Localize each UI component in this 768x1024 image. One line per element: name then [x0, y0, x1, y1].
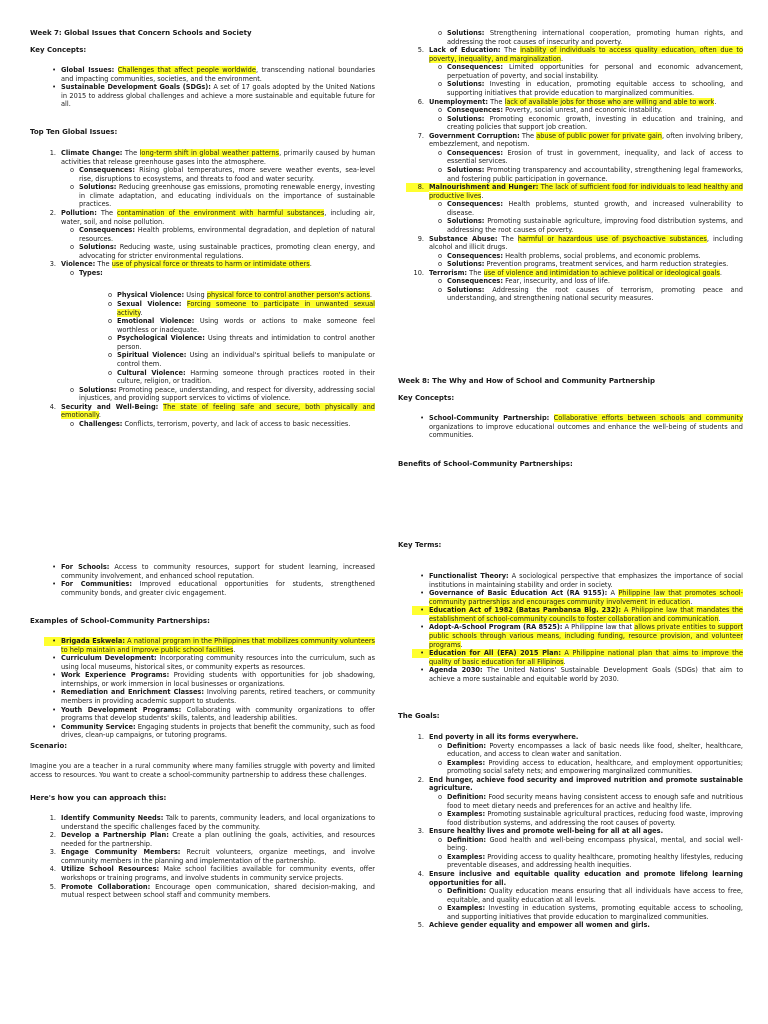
- issue-item: [398, 29, 743, 46]
- issue-item: 4. Security and Well-Being: The state of feeling safe and secure, both physically and emotionally. o Challenges: Conflicts, terrorism, poverty, and lack of access to basic necessities.: [30, 403, 375, 429]
- goal-item: 2. End hunger, achieve food security and improved nutrition and promote sustainable agriculture. o Definition: Food security means having consistent access to enough safe and nutritious food to meet dietary needs and preferences for an active and healthy life. o Examples: Promoting sustainable agricultural practices, reducing food waste, improving food distribution systems, and addressing the root causes of poverty.: [398, 776, 743, 827]
- key-term-item: • Agenda 2030: The United Nations' Sustainable Development Goals (SDGs) that aim to achieve a more sustainable and equitable world by 2030.: [398, 666, 743, 683]
- step-item: 4. Utilize School Resources: Make school facilities available for community events, offer workshops or training programs, and involve students in community service projects.: [49, 865, 375, 882]
- bullet-icon: •: [52, 722, 56, 731]
- sub-item: o Solutions: Promoting sustainable agriculture, improving food distribution systems, and addressing the root causes of poverty.: [398, 217, 743, 234]
- key-term-item: • Education Act of 1982 (Batas Pambansa Blg. 232): A Philippine law that mandates the establishment of school-community councils to foster collaboration and communication.: [398, 606, 743, 623]
- circle-bullet-icon: o: [437, 251, 442, 260]
- circle-bullet-icon: o: [69, 268, 74, 277]
- circle-bullet-icon: o: [437, 904, 442, 913]
- concept-item: • Global Issues: Challenges that affect people worldwide, transcending national boundaries and impacting communities, societies, and the environment.: [30, 66, 375, 83]
- sub-item: o Solutions: Reducing greenhouse gas emissions, promoting renewable energy, investing in climate adaptation, and educating individuals on the importance of sustainable practices.: [30, 183, 375, 209]
- violence-type-item: o Spiritual Violence: Using an individual's spiritual beliefs to manipulate or control them.: [30, 351, 375, 368]
- bullet-icon: •: [420, 414, 424, 422]
- key-term-item: • Functionalist Theory: A sociological perspective that emphasizes the importance of social institutions in maintaining stability and order in society.: [398, 572, 743, 589]
- bullet-icon: •: [52, 83, 56, 92]
- key-term-item: • Governance of Basic Education Act (RA 9155): A Philippine law that promotes school-community partnerships and encourages community involvement in education.: [398, 589, 743, 606]
- circle-bullet-icon: o: [437, 200, 442, 209]
- bullet-icon: •: [52, 580, 56, 589]
- circle-bullet-icon: o: [69, 166, 74, 175]
- circle-bullet-icon: o: [437, 106, 442, 115]
- circle-bullet-icon: o: [437, 217, 442, 226]
- week8-key-concepts-heading: Key Concepts:: [398, 394, 455, 402]
- sub-item: o Solutions: Promoting economic growth, investing in education and training, and creating policies that support job creation.: [398, 115, 743, 132]
- examples-heading: Examples of School-Community Partnerships:: [30, 617, 210, 625]
- sub-item: o Consequences: Health problems, stunted growth, and increased vulnerability to disease.: [398, 200, 743, 217]
- circle-bullet-icon: o: [437, 835, 442, 844]
- issue-item: 1. Climate Change: The long-term shift in global weather patterns, primarily caused by human activities that release greenhouse gases into the atmosphere. o Consequences: Rising global temperatures, more severe weather events, sea-level rise, disruptions to ecosystems, and threats to food and water security. o Solutions: Reducing greenhouse gas emissions, promoting renewable energy, investing in climate adaptation, and educating individuals on the importance of sustainable practices.: [30, 149, 375, 209]
- circle-bullet-icon: o: [69, 226, 74, 235]
- step-item: 1. Identify Community Needs: Talk to parents, community leaders, and local organizations to understand the specific challenges faced by the community.: [49, 814, 375, 831]
- circle-bullet-icon: o: [69, 419, 74, 428]
- bullet-icon: •: [52, 66, 56, 74]
- key-terms-list: [398, 572, 743, 683]
- circle-bullet-icon: o: [437, 63, 442, 72]
- concept-item: • School-Community Partnership: Collaborative efforts between schools and community organizations to improve educational outcomes and enhance the well-being of students and communities.: [398, 414, 743, 440]
- square-bullet-icon: o: [107, 300, 112, 308]
- example-item: • Curriculum Development: Incorporating community resources into the curriculum, such as using local museums, historical sites, or community experts as resources.: [30, 654, 375, 671]
- bullet-icon: •: [420, 623, 424, 632]
- week7-title: Week 7: Global Issues that Concern Schools and Society: [30, 29, 252, 37]
- sub-item: o Solutions: Promoting transparency and accountability, strengthening legal frameworks, and fostering public participation in governance.: [398, 166, 743, 183]
- scenario-text: Imagine you are a teacher in a rural community where many families struggle with poverty and limited access to resources. You want to create a school-community partnership to address these challenges.: [30, 762, 375, 779]
- sub-item: o Solutions: Promoting peace, understanding, and respect for diversity, addressing social injustices, and providing support services to victims of violence.: [30, 386, 375, 403]
- sub-item: o Consequences: Health problems, social problems, and economic problems.: [398, 252, 743, 261]
- sub-item: o Definition: Poverty encompasses a lack of basic needs like food, shelter, healthcare, education, and access to clean water and sanitation.: [398, 742, 743, 759]
- sub-item: o Challenges: Conflicts, terrorism, poverty, and lack of access to basic necessities.: [30, 420, 375, 429]
- bullet-icon: •: [44, 637, 61, 646]
- sub-item: o Consequences: Health problems, environmental degradation, and depletion of natural resources.: [30, 226, 375, 243]
- bullet-icon: •: [52, 671, 56, 680]
- circle-bullet-icon: o: [69, 183, 74, 192]
- circle-bullet-icon: o: [437, 285, 442, 294]
- sub-item: o Examples: Promoting sustainable agricultural practices, reducing food waste, improving food distribution systems, and addressing the root causes of poverty.: [398, 810, 743, 827]
- issue-item: 9. Substance Abuse: The harmful or hazardous use of psychoactive substances, including alcohol and illicit drugs. o Consequences: Health problems, social problems, and economic problems. o Solutions: Prevention programs, treatment services, and harm reduction strategies.: [398, 235, 743, 269]
- step-item: 2. Develop a Partnership Plan: Create a plan outlining the goals, activities, and resources needed for the partnership.: [49, 831, 375, 848]
- benefit-item: • For Schools: Access to community resources, support for student learning, increased community involvement, and enhanced school reputation.: [30, 563, 375, 580]
- benefit-item: • For Communities: Improved educational opportunities for students, strengthened community bonds, and greater civic engagement.: [30, 580, 375, 597]
- circle-bullet-icon: o: [437, 148, 442, 157]
- square-bullet-icon: o: [107, 317, 112, 326]
- key-term-item: • Education for All (EFA) 2015 Plan: A Philippine national plan that aims to improve the quality of basic education for all Filipinos.: [398, 649, 743, 666]
- goals-list: [398, 733, 743, 930]
- week8-title: Week 8: The Why and How of School and Community Partnership: [398, 377, 656, 385]
- circle-bullet-icon: o: [437, 792, 442, 801]
- sub-item: o Consequences: Limited opportunities for personal and economic advancement, perpetuation of poverty, and social instability.: [398, 63, 743, 80]
- sub-item: o Examples: Investing in education systems, promoting equitable access to schooling, and supporting initiatives that provide education to marginalized communities.: [398, 904, 743, 921]
- circle-bullet-icon: o: [437, 29, 442, 37]
- sub-item: o Consequences: Poverty, social unrest, and economic instability.: [398, 106, 743, 115]
- violence-type-item: o Psychological Violence: Using threats and intimidation to control another person.: [30, 334, 375, 351]
- key-terms-heading: Key Terms:: [398, 541, 442, 549]
- square-bullet-icon: o: [107, 351, 112, 360]
- key-term-item: • Adopt-A-School Program (RA 8525): A Philippine law that allows private entities to support public schools through various means, including funding, resource provision, and volunteer programs.: [398, 623, 743, 649]
- bullet-icon: •: [52, 705, 56, 714]
- bullet-icon: •: [420, 666, 424, 675]
- example-item: • Brigada Eskwela: A national program in the Philippines that mobilizes community volunteers to help maintain and improve public school facilities.: [30, 637, 375, 654]
- circle-bullet-icon: o: [437, 758, 442, 767]
- sub-item: o Solutions: Strengthening international cooperation, promoting human rights, and addressing the root causes of insecurity and poverty.: [398, 29, 743, 46]
- issue-item: 6. Unemployment: The lack of available jobs for those who are willing and able to work. o Consequences: Poverty, social unrest, and economic instability. o Solutions: Promoting economic growth, investing in education and training, and creating policies that support job creation.: [398, 98, 743, 132]
- week7-key-concepts-heading: Key Concepts:: [30, 46, 87, 54]
- week8-concepts-list: [398, 414, 743, 440]
- bullet-icon: •: [52, 654, 56, 663]
- step-item: 5. Promote Collaboration: Encourage open communication, shared decision-making, and mutual respect between school staff and community members.: [49, 882, 375, 900]
- circle-bullet-icon: o: [437, 741, 442, 750]
- circle-bullet-icon: o: [437, 887, 442, 896]
- sub-item: o Types:: [30, 269, 375, 278]
- example-item: • Youth Development Programs: Collaborating with community organizations to offer programs that develop students' skills, talents, and leadership abilities.: [30, 706, 375, 723]
- example-item: • Remediation and Enrichment Classes: Involving parents, retired teachers, or community members in providing academic support to students.: [30, 688, 375, 705]
- bullet-icon: •: [412, 649, 429, 658]
- sub-item: o Definition: Food security means having consistent access to enough safe and nutritious food to meet dietary needs and preferences for an active and healthy life.: [398, 793, 743, 810]
- square-bullet-icon: o: [107, 334, 112, 343]
- sub-item: o Examples: Providing access to quality healthcare, promoting healthy lifestyles, reducing preventable diseases, and addressing health inequities.: [398, 853, 743, 870]
- issue-item: 2. Pollution: The contamination of the environment with harmful substances, including air, water, soil, and noise pollution. o Consequences: Health problems, environmental degradation, and depletion of natural resources. o Solutions: Reducing waste, using sustainable practices, promoting clean energy, and advocating for stricter environmental regulations.: [30, 209, 375, 260]
- violence-type-item: o Sexual Violence: Forcing someone to participate in unwanted sexual activity.: [30, 300, 375, 317]
- circle-bullet-icon: o: [437, 810, 442, 819]
- circle-bullet-icon: o: [437, 852, 442, 861]
- sub-item: o Solutions: Prevention programs, treatment services, and harm reduction strategies.: [398, 260, 743, 269]
- benefits-heading: Benefits of School-Community Partnerships:: [398, 460, 573, 468]
- circle-bullet-icon: o: [69, 243, 74, 252]
- benefits-list: [30, 563, 375, 597]
- week7-concepts-list: [30, 66, 375, 109]
- concept-item: • Sustainable Development Goals (SDGs): A set of 17 goals adopted by the United Nations in 2015 to address global challenges and achieve a more sustainable and equitable future for all.: [30, 83, 375, 109]
- example-item: • Work Experience Programs: Providing students with opportunities for job shadowing, internships, or work immersion in local businesses or organizations.: [30, 671, 375, 688]
- issue-item: 10. Terrorism: The use of violence and intimidation to achieve political or ideological goals. o Consequences: Fear, insecurity, and loss of life. o Solutions: Addressing the root causes of terrorism, promoting peace and understanding, and strengthening national security measures.: [398, 269, 743, 303]
- goal-item: 3. Ensure healthy lives and promote well-being for all at all ages. o Definition: Good health and well-being encompass physical, mental, and social well-being. o Examples: Providing access to quality healthcare, promoting healthy lifestyles, reducing preventable diseases, and addressing health inequities.: [398, 827, 743, 870]
- circle-bullet-icon: o: [437, 260, 442, 269]
- square-bullet-icon: o: [107, 368, 112, 377]
- bullet-icon: •: [420, 589, 424, 598]
- issues-list-continued: [398, 29, 743, 303]
- sub-item: o Solutions: Addressing the root causes of terrorism, promoting peace and understanding, and strengthening national security measures.: [398, 286, 743, 303]
- examples-list: [30, 637, 375, 740]
- violence-type-item: o Cultural Violence: Harming someone through practices rooted in their culture, religion, or tradition.: [30, 369, 375, 386]
- approach-steps: [30, 814, 375, 900]
- goal-item: 1. End poverty in all its forms everywhere. o Definition: Poverty encompasses a lack of basic needs like food, shelter, healthcare, education, and access to clean water and sanitation. o Examples: Providing access to education, healthcare, and employment opportunities; promoting social safety nets; and empowering marginalized communities.: [398, 733, 743, 776]
- bullet-icon: •: [420, 572, 424, 580]
- example-item: • Community Service: Engaging students in projects that benefit the community, such as food drives, clean-up campaigns, or tutoring programs.: [30, 723, 375, 740]
- issue-item: 5. Lack of Education: The inability of individuals to access quality education, often due to poverty, inequality, and marginalization. o Consequences: Limited opportunities for personal and economic advancement, perpetuation of poverty, and social instability. o Solutions: Investing in education, promoting equitable access to schooling, and supporting initiatives that provide education to marginalized communities.: [398, 46, 743, 97]
- sub-item: o Definition: Good health and well-being encompass physical, mental, and social well-being.: [398, 836, 743, 853]
- scenario-heading: Scenario:: [30, 742, 68, 750]
- violence-type-item: o Emotional Violence: Using words or actions to make someone feel worthless or inadequate.: [30, 317, 375, 334]
- issue-item: 8. Malnourishment and Hunger: The lack of sufficient food for individuals to lead healthy and productive lives. o Consequences: Health problems, stunted growth, and increased vulnerability to disease. o Solutions: Promoting sustainable agriculture, improving food distribution systems, and addressing the root causes of poverty.: [398, 183, 743, 234]
- circle-bullet-icon: o: [437, 80, 442, 89]
- circle-bullet-icon: o: [437, 277, 442, 286]
- sub-item: o Solutions: Reducing waste, using sustainable practices, promoting clean energy, and advocating for stricter environmental regulations.: [30, 243, 375, 260]
- issue-item: 3. Violence: The use of physical force or threats to harm or intimidate others. o Types: o Physical Violence: Using physical force to control another person's actions. o Sexual Violence: Forcing someone to participate in unwanted sexual activity. o Emotional Violence: Using words or actions to make someone feel worthless or inadequate. o Psychological Violence: Using threats and intimidation to control another person. o Spiritual Violence: Using an individual's spiritual beliefs to manipulate or control them. o Cultural Violence: Harming someone through practices rooted in their culture, religion, or tradition. o Solutions: Promoting peace, understanding, and respect for diversity, addressing social injustices, and providing support services to victims of violence.: [30, 260, 375, 402]
- approach-heading: Here's how you can approach this:: [30, 794, 167, 802]
- step-item: 3. Engage Community Members: Recruit volunteers, organize meetings, and involve community members in the planning and implementation of the partnership.: [49, 848, 375, 865]
- sub-item: o Consequences: Rising global temperatures, more severe weather events, sea-level rise, disruptions to ecosystems, and threats to food and water security.: [30, 166, 375, 183]
- sub-item: o Definition: Quality education means ensuring that all individuals have access to free, equitable, and quality education at all levels.: [398, 887, 743, 904]
- bullet-icon: •: [52, 688, 56, 697]
- goal-item: 5. Achieve gender equality and empower all women and girls.: [417, 921, 650, 930]
- bullet-icon: •: [52, 563, 56, 571]
- goals-heading: The Goals:: [398, 712, 440, 720]
- issues-list: [30, 149, 375, 428]
- sub-item: o Solutions: Investing in education, promoting equitable access to schooling, and supporting initiatives that provide education to marginalized communities.: [398, 80, 743, 97]
- circle-bullet-icon: o: [437, 114, 442, 123]
- square-bullet-icon: o: [107, 291, 112, 300]
- goal-item: 4. Ensure inclusive and equitable quality education and promote lifelong learning opportunities for all. o Definition: Quality education means ensuring that all individuals have access to free, equitable, and quality education at all levels. o Examples: Investing in education systems, promoting equitable access to schooling, and supporting initiatives that provide education to marginalized communities.: [398, 870, 743, 921]
- bullet-icon: •: [412, 606, 429, 615]
- circle-bullet-icon: o: [69, 385, 74, 394]
- top-ten-heading: Top Ten Global Issues:: [30, 128, 118, 136]
- sub-item: o Examples: Providing access to education, healthcare, and employment opportunities; promoting social safety nets; and empowering marginalized communities.: [398, 759, 743, 776]
- issue-item: 7. Government Corruption: The abuse of public power for private gain, often involving bribery, embezzlement, and nepotism. o Consequences: Erosion of trust in government, inequality, and lack of access to essential services. o Solutions: Promoting transparency and accountability, strengthening legal frameworks, and fostering public participation in governance.: [398, 132, 743, 183]
- violence-type-item: o Physical Violence: Using physical force to control another person's actions.: [30, 291, 375, 300]
- sub-item: o Consequences: Erosion of trust in government, inequality, and lack of access to essential services.: [398, 149, 743, 166]
- circle-bullet-icon: o: [437, 166, 442, 174]
- sub-item: o Consequences: Fear, insecurity, and loss of life.: [398, 277, 743, 286]
